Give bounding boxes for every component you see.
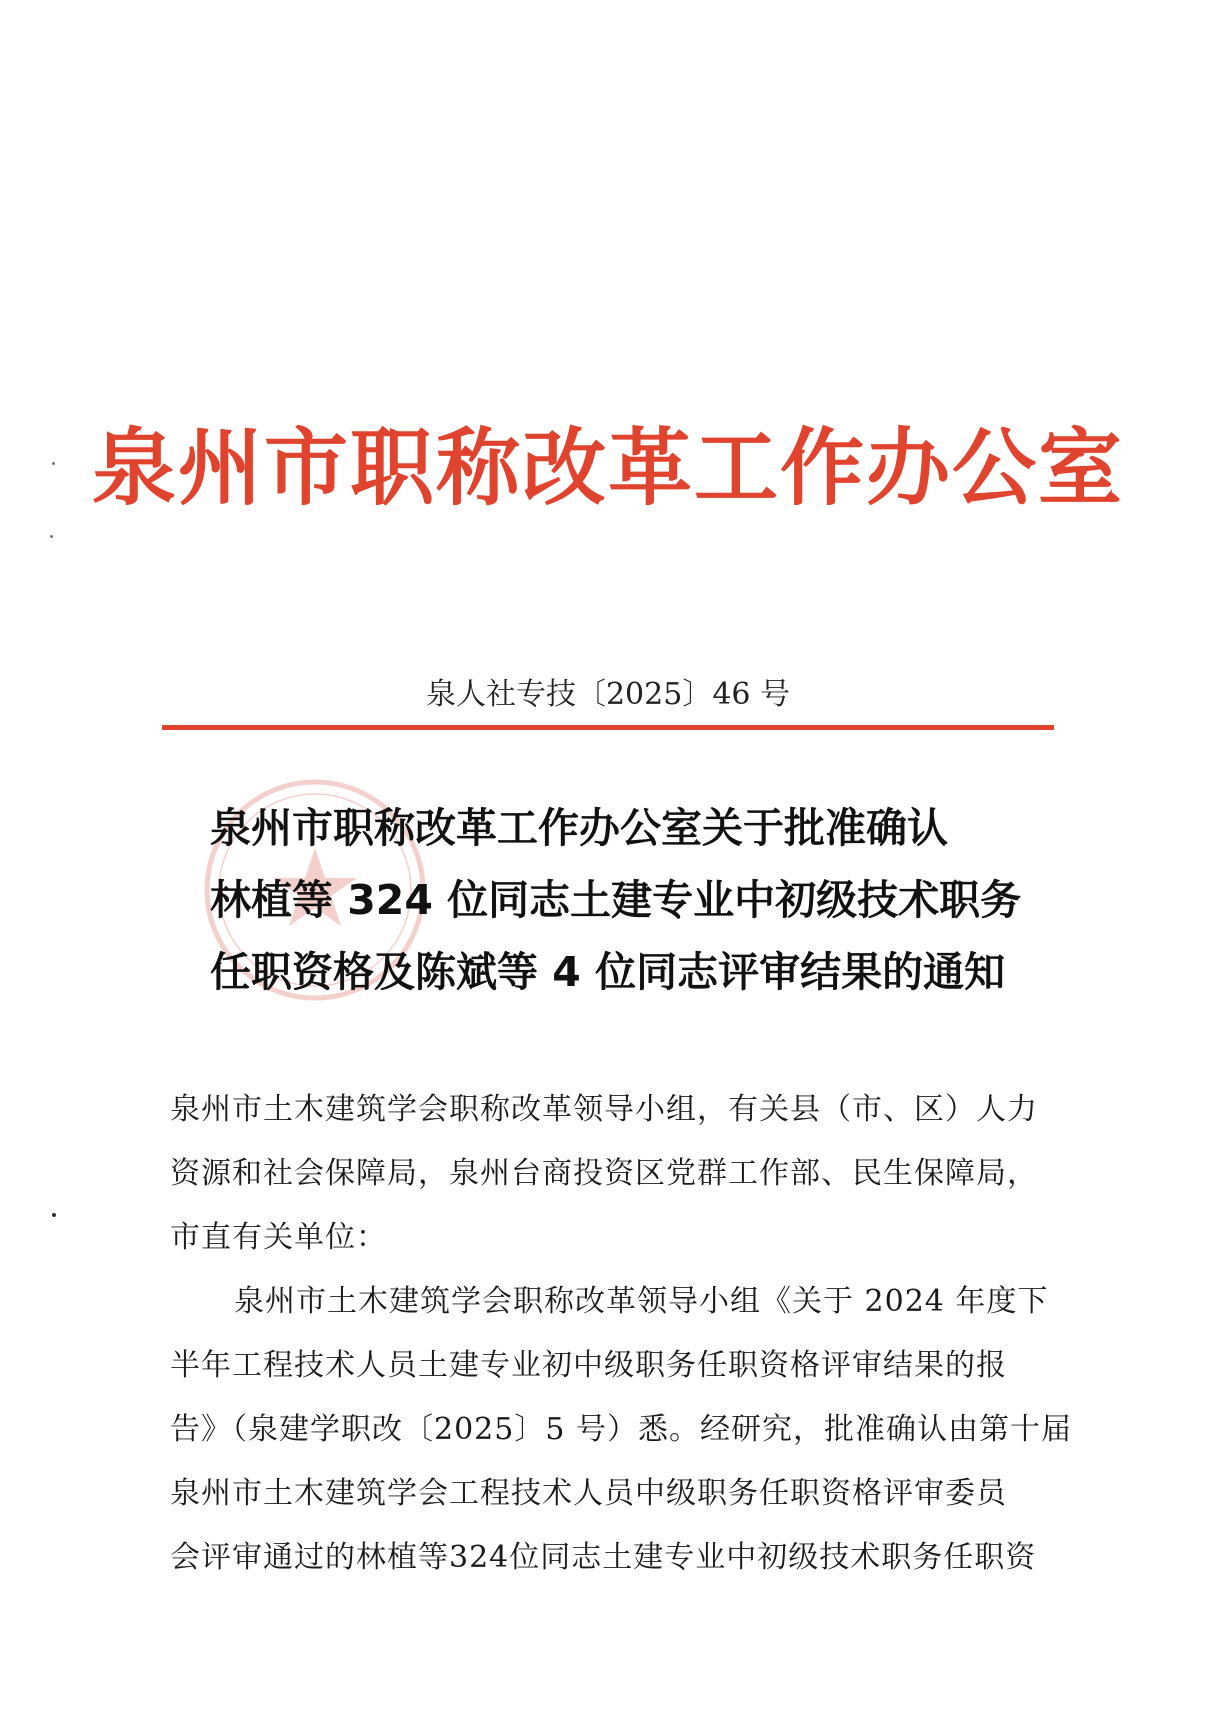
scan-speck	[52, 1213, 56, 1217]
addressee-line: 资源和社会保障局，泉州台商投资区党群工作部、民生保障局，	[170, 1156, 1038, 1191]
body-paragraph-line: 告》（泉建学职改〔2025〕5 号）悉。经研究，批准确认由第十届	[170, 1412, 1072, 1447]
addressee-line: 泉州市土木建筑学会职称改革领导小组，有关县（市、区）人力	[170, 1092, 1038, 1127]
addressee-line: 市直有关单位：	[170, 1220, 387, 1255]
scan-speck	[50, 535, 53, 538]
notice-title	[210, 792, 1040, 1008]
notice-title-line: 林植等 324 位同志土建专业中初级技术职务	[210, 876, 1022, 924]
red-divider-line	[162, 725, 1054, 730]
body-paragraph-line: 会评审通过的林植等324位同志土建专业中初级技术职务任职资	[170, 1540, 1037, 1575]
body-paragraph-line: 泉州市土木建筑学会职称改革领导小组《关于 2024 年度下	[234, 1284, 1049, 1319]
scan-speck	[52, 462, 55, 465]
body-paragraph-line: 半年工程技术人员土建专业初中级职务任职资格评审结果的报	[170, 1348, 1007, 1383]
notice-body	[170, 1078, 1085, 1590]
document-number: 泉人社专技〔2025〕46 号	[425, 677, 791, 712]
notice-title-line: 任职资格及陈斌等 4 位同志评审结果的通知	[210, 948, 1006, 996]
notice-title-line: 泉州市职称改革工作办公室关于批准确认	[210, 804, 948, 852]
masthead-title: 泉州市职称改革工作办公室	[91, 418, 1124, 517]
body-paragraph-line: 泉州市土木建筑学会工程技术人员中级职务任职资格评审委员	[170, 1476, 1007, 1511]
